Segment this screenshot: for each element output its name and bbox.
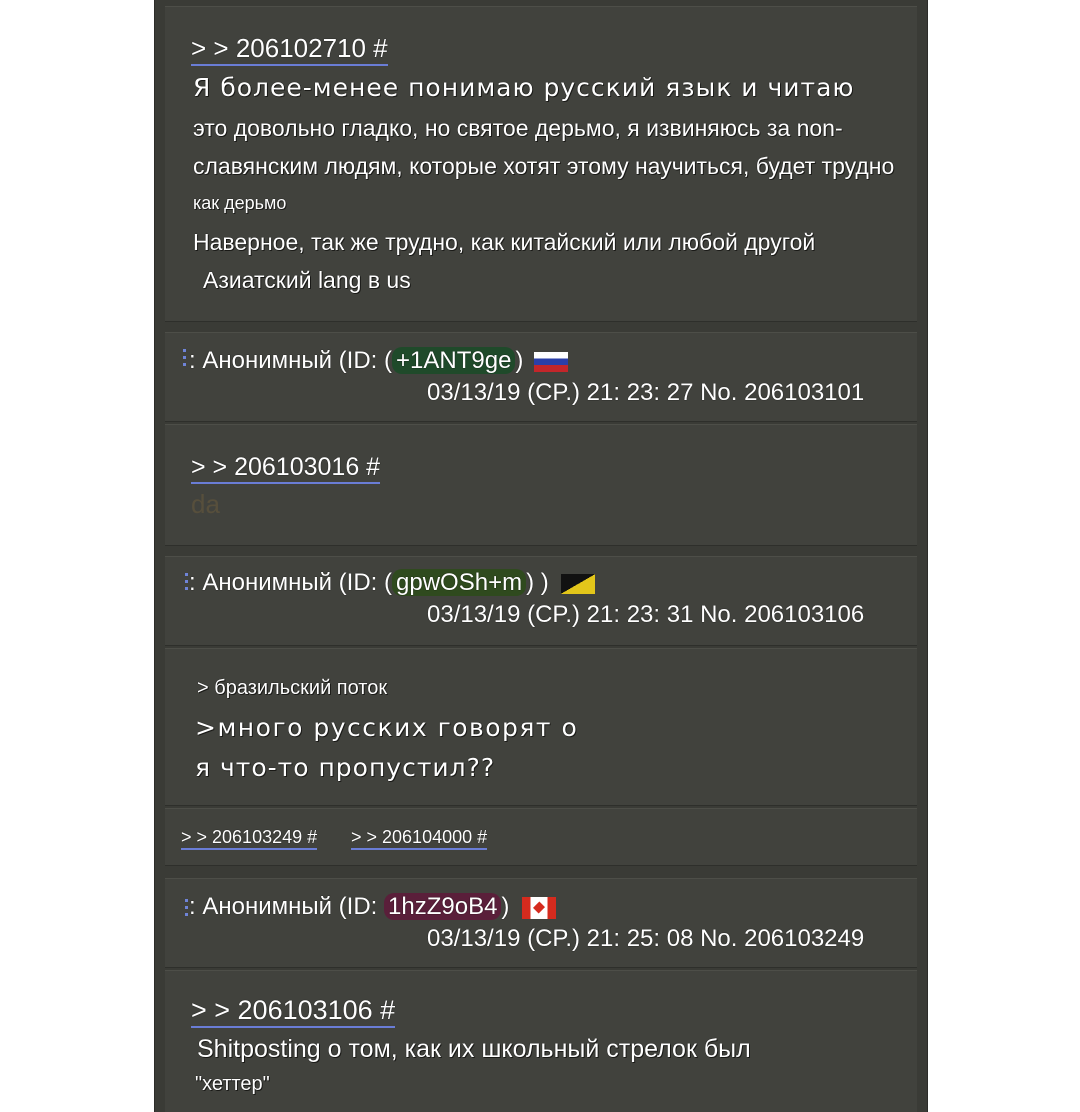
post-text-line: da <box>191 489 220 519</box>
post-text-line: я что-то пропустил?? <box>195 753 496 782</box>
canada-flag-icon <box>522 897 556 919</box>
post-text-line: Я более-менее понимаю русский язык и читаю <box>193 73 855 102</box>
poster-id[interactable]: 1hzZ9oB4 <box>384 893 501 920</box>
post-text-line: Азиатский lang в us <box>203 267 411 293</box>
backlink[interactable]: > > 206104000 # <box>351 827 487 850</box>
post-marker <box>183 349 187 370</box>
post-body <box>165 970 917 1112</box>
backlinks-bar <box>165 808 917 866</box>
poster-name: : Анонимный (ID: ( gpwOSh+m ) ) <box>189 569 595 597</box>
post-body <box>165 6 917 322</box>
reply-link[interactable]: > > 206102710 # <box>191 33 388 66</box>
post-header <box>165 332 917 422</box>
post-text-line: это довольно гладко, но святое дерьмо, я извиняюсь за non- <box>193 115 843 141</box>
post-datetime: 03/13/19 (CP.) 21: 23: 27 No. 206103101 <box>427 379 865 406</box>
post-datetime: 03/13/19 (CP.) 21: 23: 31 No. 206103106 <box>427 601 865 628</box>
post-text-line: Shitposting о том, как их школьный стрелок был <box>197 1035 751 1063</box>
post-text-line: как дерьмо <box>193 193 287 213</box>
poster-name: : Анонимный (ID: ( +1ANT9ge ) <box>189 347 568 375</box>
russia-flag-icon <box>534 352 568 372</box>
poster-id[interactable]: +1ANT9ge <box>392 347 515 374</box>
poster-id[interactable]: gpwOSh+m <box>392 569 526 596</box>
post-text-line: "хеттер" <box>195 1073 270 1095</box>
post-datetime: 03/13/19 (CP.) 21: 25: 08 No. 206103249 <box>427 925 865 952</box>
reply-link[interactable]: > > 206103106 # <box>191 995 395 1028</box>
greentext-line: >много русских говорят о <box>195 713 579 742</box>
post-header <box>165 556 917 646</box>
post-body <box>165 648 917 806</box>
post-text-line: славянским людям, которые хотят этому научиться, будет трудно <box>193 153 895 179</box>
post-header <box>165 878 917 968</box>
reply-link[interactable]: > > 206103016 # <box>191 453 380 484</box>
poster-name: : Анонимный (ID: 1hzZ9oB4 ) <box>189 893 556 921</box>
greentext-line: > бразильский поток <box>197 677 388 699</box>
black-yellow-flag-icon <box>561 574 595 594</box>
post-text-line: Наверное, так же трудно, как китайский или любой другой <box>193 229 816 255</box>
thread-page <box>154 0 928 1112</box>
post-body <box>165 424 917 546</box>
backlink[interactable]: > > 206103249 # <box>181 827 317 850</box>
